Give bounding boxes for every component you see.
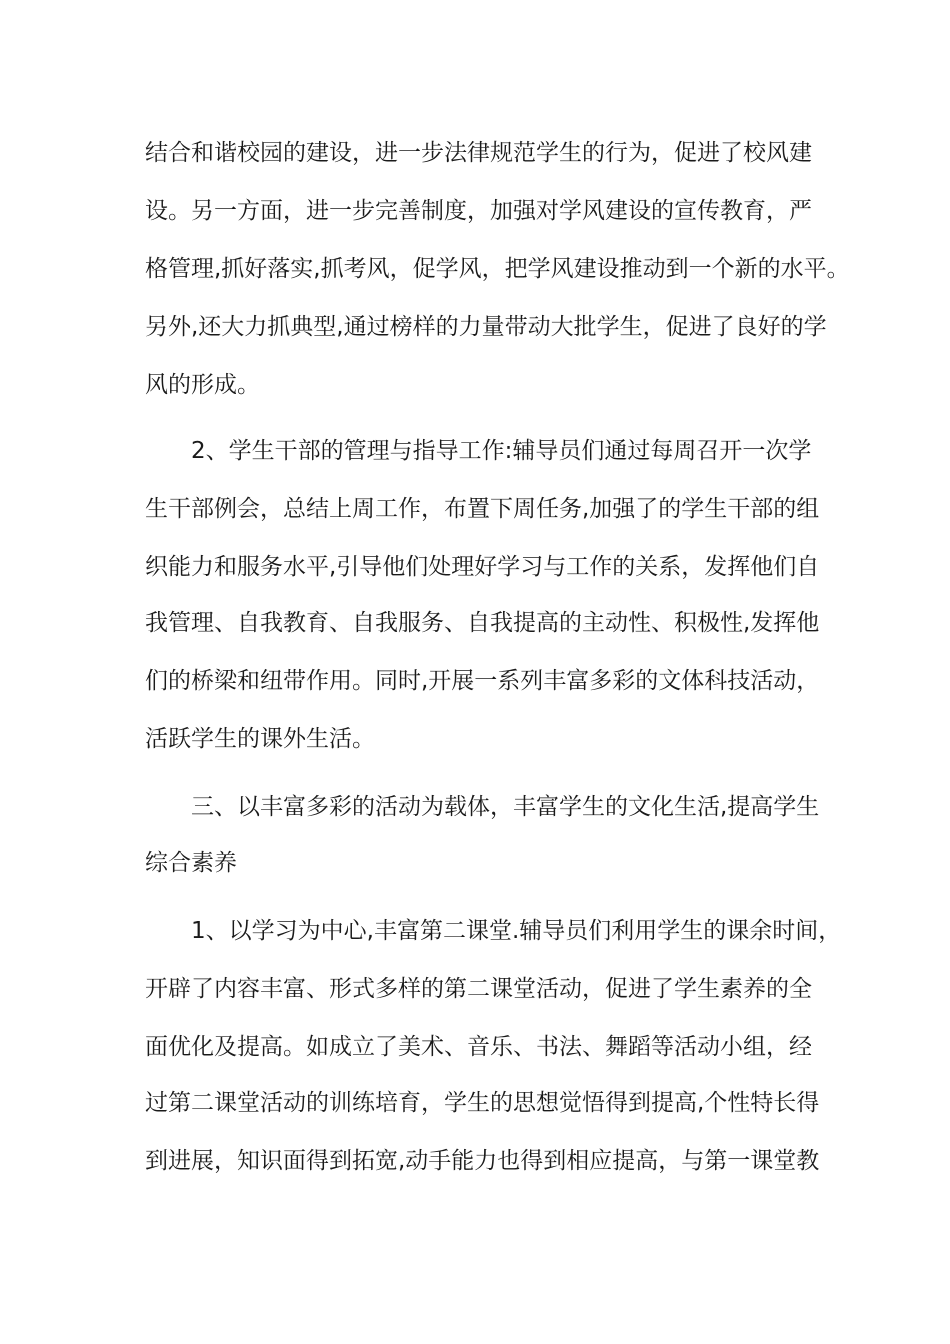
paragraph-line: 另外,还大力抓典型,通过榜样的力量带动大批学生，促进了良好的学: [145, 314, 827, 340]
paragraph-line: 设。另一方面，进一步完善制度，加强对学风建设的宣传教育，严: [145, 198, 812, 224]
paragraph-line: 结合和谐校园的建设，进一步法律规范学生的行为，促进了校风建: [145, 140, 812, 166]
paragraph-line: 们的桥梁和纽带作用。同时,开展一系列丰富多彩的文体科技活动，: [145, 668, 820, 694]
paragraph-line: 活跃学生的课外生活。: [145, 726, 375, 752]
paragraph-line: 我管理、自我教育、自我服务、自我提高的主动性、积极性,发挥他: [145, 610, 820, 636]
paragraph-line: 面优化及提高。如成立了美术、音乐、书法、舞蹈等活动小组，经: [145, 1034, 812, 1060]
paragraph-line: 织能力和服务水平,引导他们处理好学习与工作的关系，发挥他们自: [145, 554, 820, 580]
section-heading-line: 三、以丰富多彩的活动为载体，丰富学生的文化生活,提高学生: [191, 794, 820, 820]
paragraph-line: 2、学生干部的管理与指导工作:辅导员们通过每周召开一次学: [191, 438, 812, 464]
paragraph-line: 到进展，知识面得到拓宽,动手能力也得到相应提高，与第一课堂教: [145, 1148, 820, 1174]
section-heading-line: 综合素养: [145, 850, 237, 876]
paragraph-line: 生干部例会，总结上周工作，布置下周任务,加强了的学生干部的组: [145, 496, 820, 522]
paragraph-line: 格管理,抓好落实,抓考风，促学风，把学风建设推动到一个新的水平。: [145, 256, 850, 282]
paragraph-line: 1、以学习为中心,丰富第二课堂.辅导员们利用学生的课余时间，: [191, 918, 842, 944]
paragraph-line: 风的形成。: [145, 372, 260, 398]
paragraph-line: 开辟了内容丰富、形式多样的第二课堂活动，促进了学生素养的全: [145, 976, 812, 1002]
paragraph-line: 过第二课堂活动的训练培育，学生的思想觉悟得到提高,个性特长得: [145, 1090, 820, 1116]
